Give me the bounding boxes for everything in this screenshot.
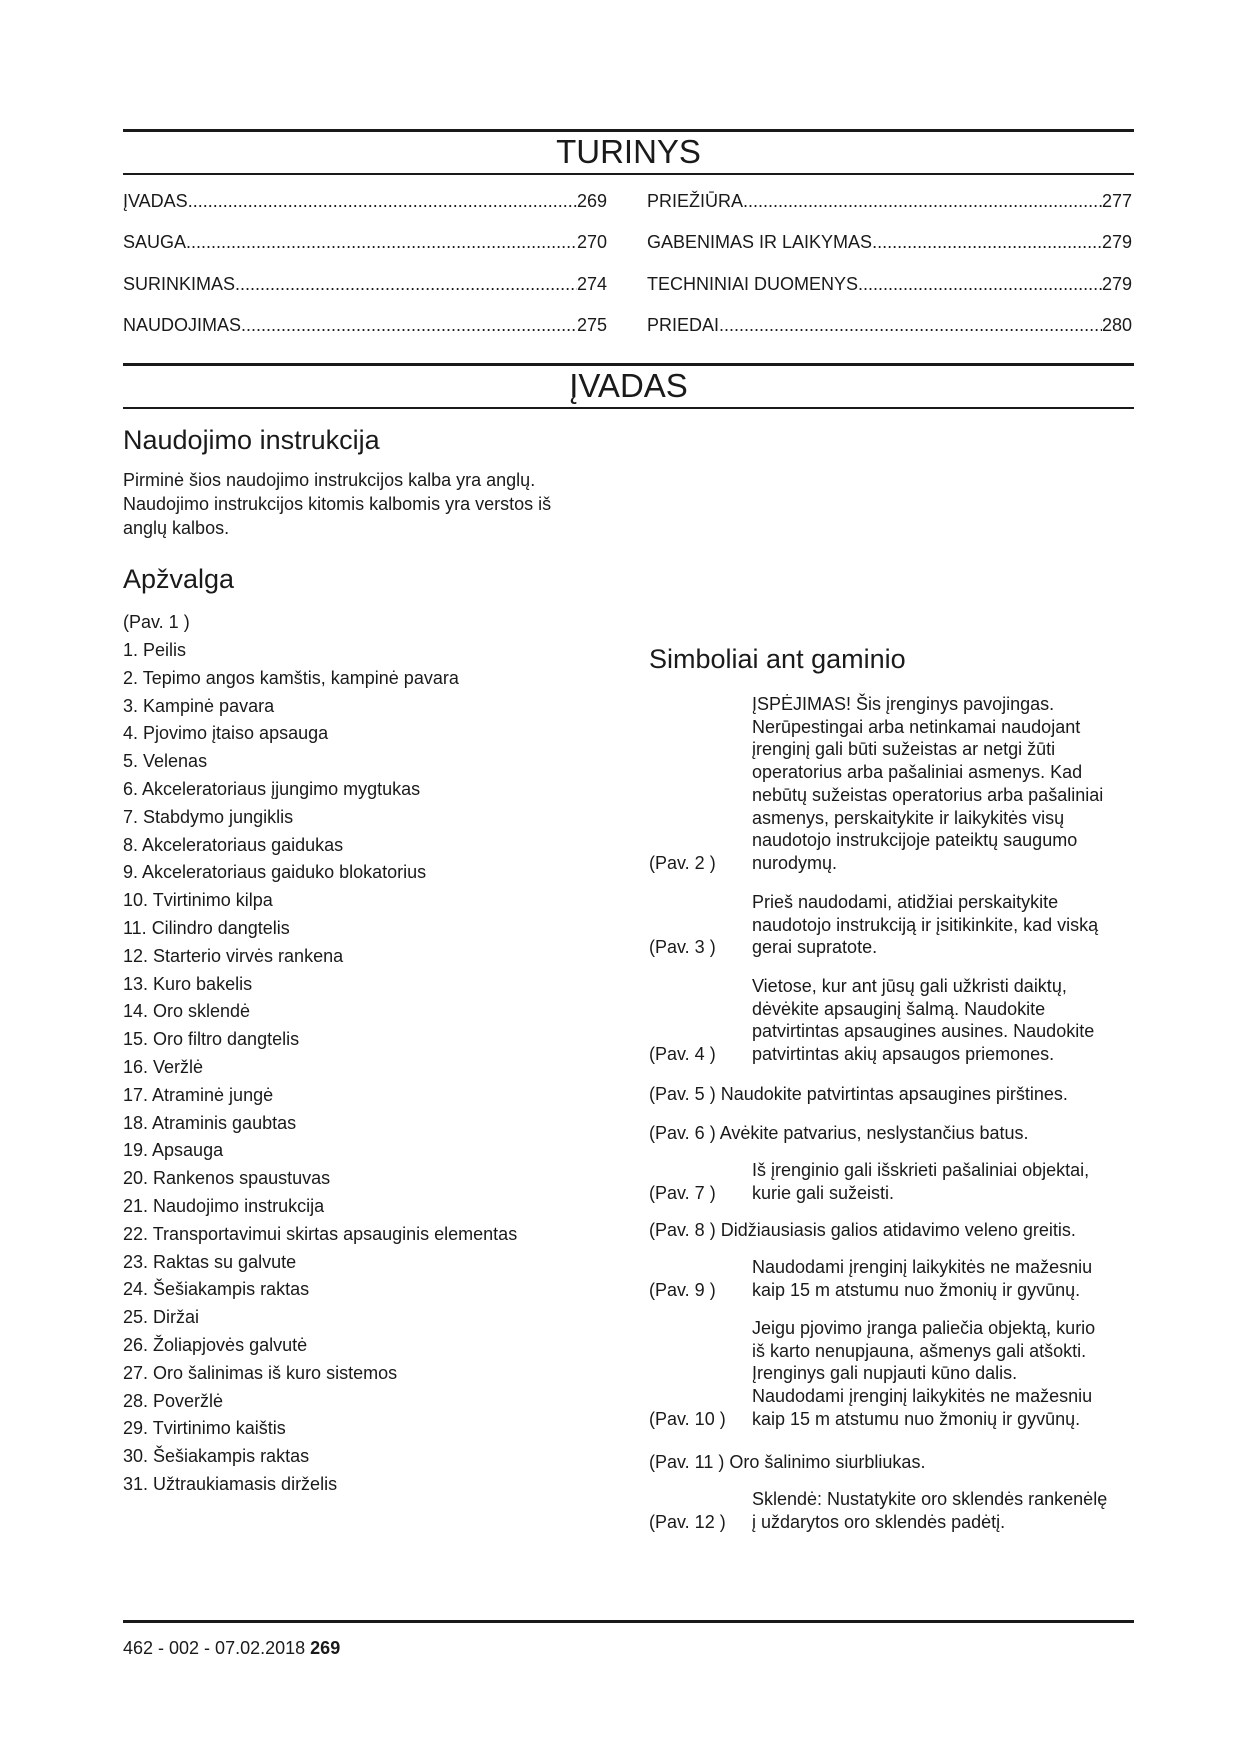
toc-entry-prieziura[interactable] (647, 190, 1132, 212)
overview-item: 14. Oro sklendė (123, 1001, 251, 1022)
toc-entry-page: 275 (576, 315, 607, 335)
symbol-figure-ref: (Pav. 3 ) (649, 937, 716, 958)
overview-item: 20. Rankenos spaustuvas (123, 1168, 331, 1189)
symbol-figure-ref: (Pav. 10 ) (649, 1408, 726, 1429)
overview-item: 8. Akceleratoriaus gaidukas (123, 834, 344, 855)
overview-item: 19. Apsauga (123, 1140, 224, 1161)
section-title: ĮVADAS (569, 367, 688, 404)
overview-item: 27. Oro šalinimas iš kuro sistemos (123, 1362, 398, 1383)
overview-heading: Apžvalga (123, 564, 235, 594)
symbol-entry-9: (Pav. 9 ) Naudodami įrenginį laikykitės ne mažesniu kaip 15 m atstumu nuo žmonių ir gyvūnų. (649, 1257, 1093, 1300)
toc-title-rule (123, 173, 1134, 175)
toc-entry-techniniai[interactable] (647, 273, 1132, 295)
toc-entry-page: 279 (1101, 232, 1132, 252)
overview-item: 29. Tvirtinimo kaištis (123, 1418, 286, 1439)
toc-entry-label: PRIEDAI (647, 315, 720, 335)
overview-item: 5. Velenas (123, 751, 208, 772)
overview-item: 1. Peilis (123, 640, 187, 660)
symbol-entry-11 (649, 1451, 1139, 1474)
overview-item: 2. Tepimo angos kamštis, kampinė pavara (123, 667, 459, 688)
symbol-figure-ref: (Pav. 9 ) (649, 1279, 716, 1300)
toc-entry-ivadas[interactable] (123, 190, 607, 212)
overview-item: 13. Kuro bakelis (123, 973, 253, 994)
overview-item: 17. Atraminė jungė (123, 1084, 274, 1105)
toc-entry-label: SAUGA (123, 232, 187, 252)
symbol-entry-2: (Pav. 2 ) ĮSPĖJIMAS! Šis įrenginys pavojingas. Nerūpestingai arba netinkamai naudojant įrenginį gali būti sužeistas ar netgi žūti operatorius arba pašaliniai asmenys. Kad nebūtų sužeistas operatorius arba pašaliniai asmenys, perskaitykite ir laikykitės visų naudotojo instrukcijoje pateiktų saugumo nurodymų. (649, 694, 1104, 873)
toc-entry-page: 279 (1101, 274, 1132, 294)
manual-line: Naudojimo instrukcijos kitomis kalbomis yra verstos iš (123, 494, 552, 514)
toc-entry-page: 270 (576, 232, 607, 252)
overview-parts-list (123, 637, 517, 1499)
manual-heading: Naudojimo instrukcija (123, 425, 380, 455)
toc-entry-page: 274 (576, 274, 607, 294)
toc-entry-naudojimas[interactable] (123, 314, 607, 336)
overview-item: 10. Tvirtinimo kilpa (123, 890, 273, 911)
symbol-figure-ref: (Pav. 6 ) (649, 1123, 716, 1143)
toc-entry-surinkimas[interactable] (123, 273, 607, 295)
manual-paragraph (123, 468, 551, 540)
manual-line: Pirminė šios naudojimo instrukcijos kalba yra anglų. (123, 470, 536, 490)
overview-item: 3. Kampinė pavara (123, 695, 275, 716)
toc-entry-label: TECHNINIAI DUOMENYS (647, 274, 859, 294)
overview-item: 18. Atraminis gaubtas (123, 1112, 297, 1133)
symbol-entry-6 (649, 1122, 1139, 1145)
overview-item: 16. Veržlė (123, 1056, 204, 1077)
overview-item: 4. Pjovimo įtaiso apsauga (123, 723, 329, 744)
toc-entry-sauga[interactable] (123, 231, 607, 253)
symbol-entry-8 (649, 1219, 1139, 1242)
toc-entry-label: GABENIMAS IR LAIKYMAS (647, 232, 873, 252)
overview-item: 31. Užtraukiamasis dirželis (123, 1473, 338, 1494)
symbol-figure-ref: (Pav. 2 ) (649, 852, 716, 873)
overview-item: 30. Šešiakampis raktas (123, 1446, 310, 1467)
toc-entry-page: 277 (1101, 191, 1132, 211)
page-footer (123, 1637, 340, 1659)
symbol-figure-ref: (Pav. 11 ) (649, 1452, 725, 1472)
overview-item: 6. Akceleratoriaus įjungimo mygtukas (123, 778, 421, 799)
symbol-entry-5 (649, 1083, 1139, 1106)
footer-doc-code: 462 - 002 - 07.02.2018 (123, 1638, 306, 1658)
manual-line: anglų kalbos. (123, 518, 230, 538)
overview-item: 22. Transportavimui skirtas apsauginis elementas (123, 1223, 518, 1244)
symbol-description: Didžiausiasis galios atidavimo veleno greitis. (720, 1220, 1076, 1240)
toc-entry-gabenimas[interactable] (647, 231, 1132, 253)
overview-item: 28. Poveržlė (123, 1390, 224, 1411)
toc-title: TURINYS (556, 133, 701, 170)
symbol-entry-10: (Pav. 10 ) Jeigu pjovimo įranga paliečia objektą, kurio iš karto nenupjauna, ašmenys gali atšokti. Įrenginys gali nupjauti kūno dalis. Naudodami įrenginį laikykitės ne mažesniu kaip 15 m atstumu nuo žmonių ir gyvūnų. (649, 1318, 1096, 1429)
symbol-entry-12: (Pav. 12 ) Sklendė: Nustatykite oro sklendės rankenėlę į uždarytos oro sklendės padėtį. (649, 1489, 1108, 1532)
footer-page-number: 269 (310, 1638, 341, 1658)
symbol-description: Naudokite patvirtintas apsaugines pirštines. (720, 1084, 1068, 1104)
toc-entry-label: NAUDOJIMAS (123, 315, 242, 335)
footer-rule (123, 1620, 1134, 1623)
symbol-figure-ref: (Pav. 5 ) (649, 1084, 716, 1104)
symbol-entry-3: (Pav. 3 ) Prieš naudodami, atidžiai perskaitykite naudotojo instrukciją ir įsitikinkite, kad viską gerai supratote. (649, 892, 1099, 958)
symbol-figure-ref: (Pav. 4 ) (649, 1044, 716, 1065)
overview-item: 11. Cilindro dangtelis (123, 917, 290, 938)
section-title-rule (123, 407, 1134, 409)
toc-entry-label: ĮVADAS (123, 191, 188, 211)
overview-item: 15. Oro filtro dangtelis (123, 1029, 300, 1050)
overview-item: 12. Starterio virvės rankena (123, 945, 344, 966)
toc-entry-label: SURINKIMAS (123, 274, 236, 294)
toc-entry-priedai[interactable] (647, 314, 1132, 336)
symbol-figure-ref: (Pav. 7 ) (649, 1182, 716, 1203)
overview-figure-ref: (Pav. 1 ) (123, 612, 190, 632)
overview-item: 23. Raktas su galvute (123, 1251, 297, 1272)
toc-entry-page: 280 (1101, 315, 1132, 335)
overview-item: 25. Diržai (123, 1307, 200, 1328)
toc-entry-page: 269 (576, 191, 607, 211)
symbols-heading: Simboliai ant gaminio (649, 644, 906, 674)
overview-item: 7. Stabdymo jungiklis (123, 806, 294, 827)
overview-item: 26. Žoliapjovės galvutė (123, 1334, 308, 1355)
overview-item: 9. Akceleratoriaus gaiduko blokatorius (123, 862, 427, 883)
overview-item: 21. Naudojimo instrukcija (123, 1195, 325, 1216)
symbol-figure-ref: (Pav. 8 ) (649, 1220, 716, 1240)
symbol-description: Oro šalinimo siurbliukas. (729, 1452, 926, 1472)
symbol-figure-ref: (Pav. 12 ) (649, 1511, 726, 1532)
symbol-entry-7: (Pav. 7 ) Iš įrenginio gali išskrieti pašaliniai objektai, kurie gali sužeisti. (649, 1160, 1090, 1203)
symbol-entry-4: (Pav. 4 ) Vietose, kur ant jūsų gali užkristi daiktų, dėvėkite apsauginį šalmą. Naudokite patvirtintas apsaugines ausines. Naudokite patvirtintas akių apsaugos priemones. (649, 976, 1095, 1065)
overview-item: 24. Šešiakampis raktas (123, 1279, 310, 1300)
symbol-description: Avėkite patvarius, neslystančius batus. (719, 1123, 1029, 1143)
toc-entry-label: PRIEŽIŪRA (647, 191, 744, 211)
